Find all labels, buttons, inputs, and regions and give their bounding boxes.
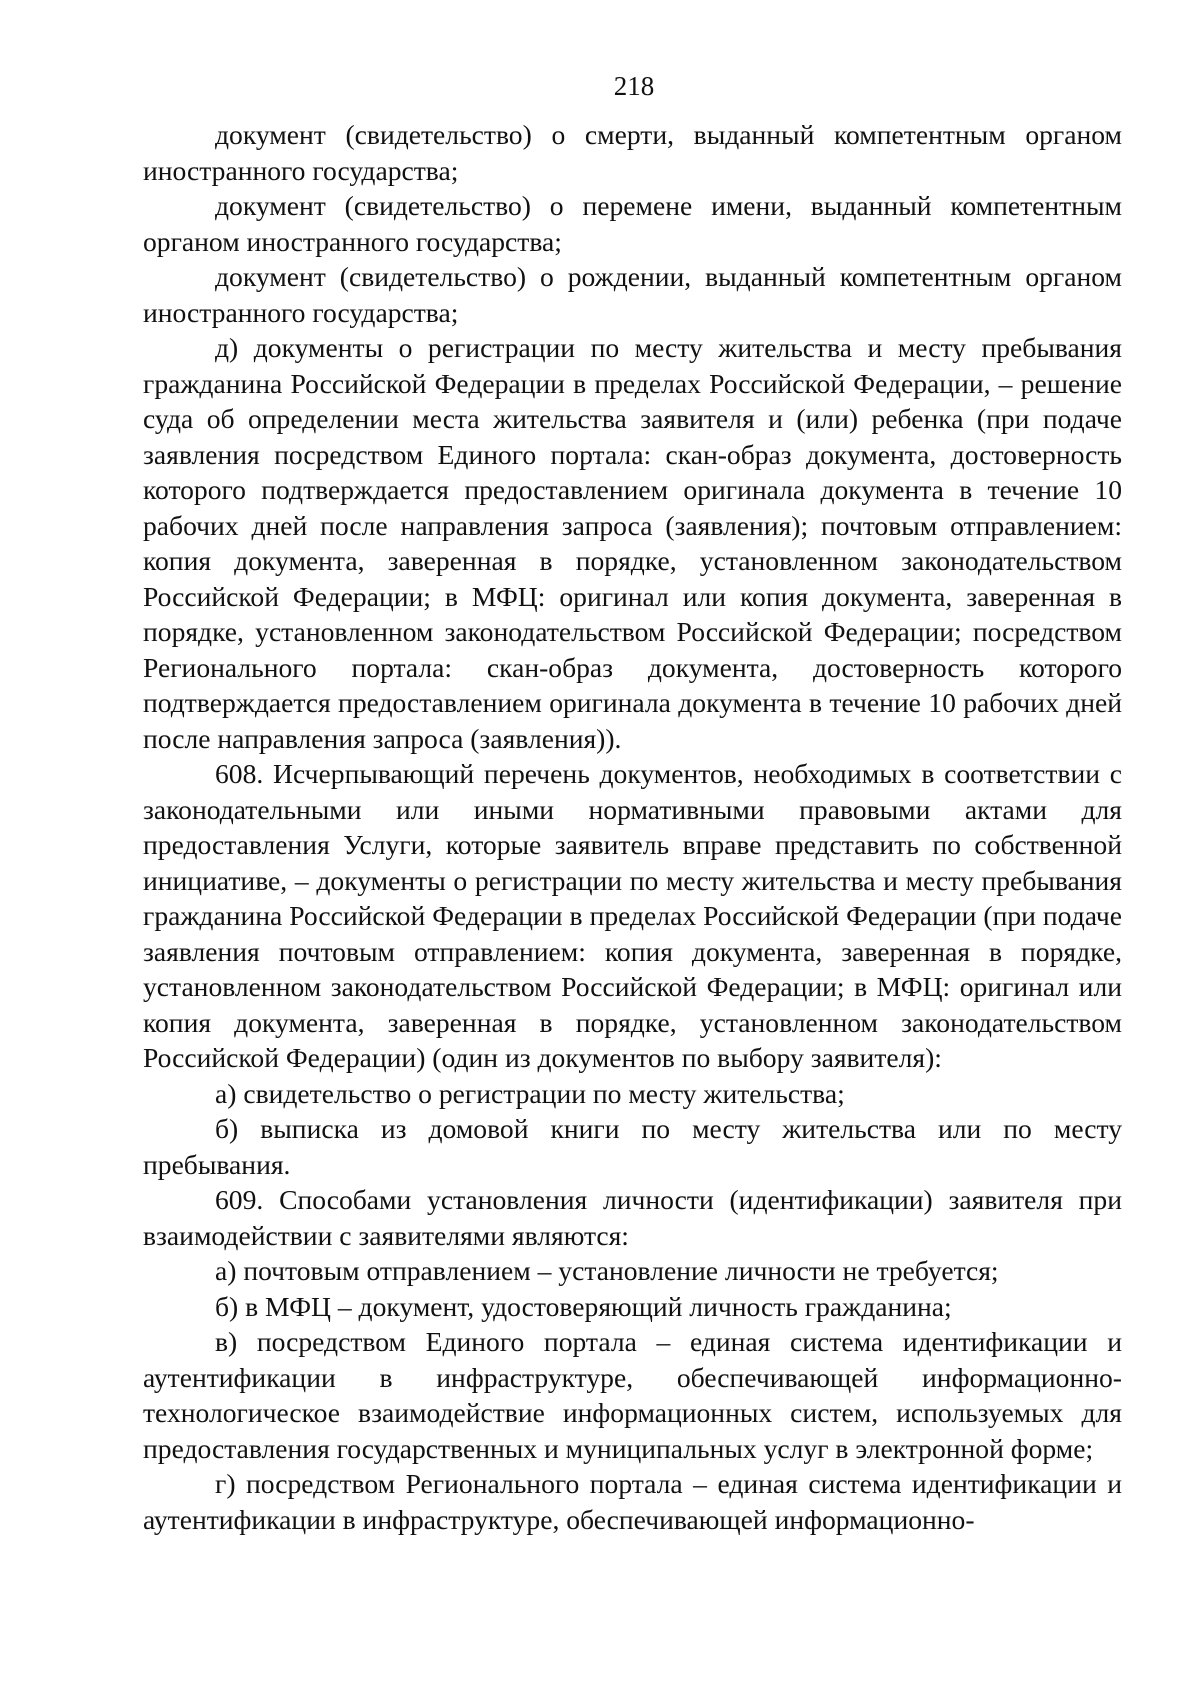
paragraph-birth-certificate: документ (свидетельство) о рождении, выданный компетентным органом иностранного государства;	[143, 261, 1122, 328]
paragraph-608: 608. Исчерпывающий перечень документов, необходимых в соответствии с законодательными или иными нормативными правовыми актами для предоставления Услуги, которые заявитель вправе представить по собственной инициативе, – документы о регистрации по месту жительства и месту пребывания гражданина Российской Федерации в пределах Российской Федерации (при подаче заявления почтовым отправлением: копия документа, заверенная в порядке, установленном законодательством Российской Федерации; в МФЦ: оригинал или копия документа, заверенная в порядке, установленном законодательством Российской Федерации) (один из документов по выбору заявителя):	[143, 758, 1122, 1073]
paragraph-609: 609. Способами установления личности (идентификации) заявителя при взаимодействии с заявителями являются:	[143, 1184, 1122, 1251]
page-number: 218	[613, 71, 655, 101]
paragraph-608-item-b: б) выписка из домовой книги по месту жительства или по месту пребывания.	[143, 1113, 1122, 1180]
paragraph-death-certificate: документ (свидетельство) о смерти, выданный компетентным органом иностранного государства;	[143, 119, 1122, 186]
paragraph-name-change-certificate: документ (свидетельство) о перемене имени, выданный компетентным органом иностранного государства;	[143, 190, 1122, 257]
paragraph-608-item-a: а) свидетельство о регистрации по месту жительства;	[215, 1077, 845, 1109]
document-body	[143, 117, 1122, 1537]
paragraph-609-item-b: б) в МФЦ – документ, удостоверяющий личность гражданина;	[215, 1290, 952, 1322]
paragraph-609-item-a: а) почтовым отправлением – установление личности не требуется;	[215, 1255, 999, 1286]
paragraph-609-item-v: в) посредством Единого портала – единая система идентификации и аутентификации в инфраструктуре, обеспечивающей информационно-технологическое взаимодействие информационных систем, используемых для предоставления государственных и муниципальных услуг в электронной форме;	[143, 1326, 1122, 1464]
paragraph-609-item-g: г) посредством Регионального портала – единая система идентификации и аутентификации в инфраструктуре, обеспечивающей информационно-	[143, 1468, 1122, 1535]
paragraph-item-d-registration-docs: д) документы о регистрации по месту жительства и месту пребывания гражданина Российской Федерации в пределах Российской Федерации, – решение суда об определении места жительства заявителя и (или) ребенка (при подаче заявления посредством Единого портала: скан-образ документа, достоверность которого подтверждается предоставлением оригинала документа в течение 10 рабочих дней после направления запроса (заявления); почтовым отправлением: копия документа, заверенная в порядке, установленном законодательством Российской Федерации; в МФЦ: оригинал или копия документа, заверенная в порядке, установленном законодательством Российской Федерации; посредством Регионального портала: скан-образ документа, достоверность которого подтверждается предоставлением оригинала документа в течение 10 рабочих дней после направления запроса (заявления)).	[143, 332, 1122, 754]
